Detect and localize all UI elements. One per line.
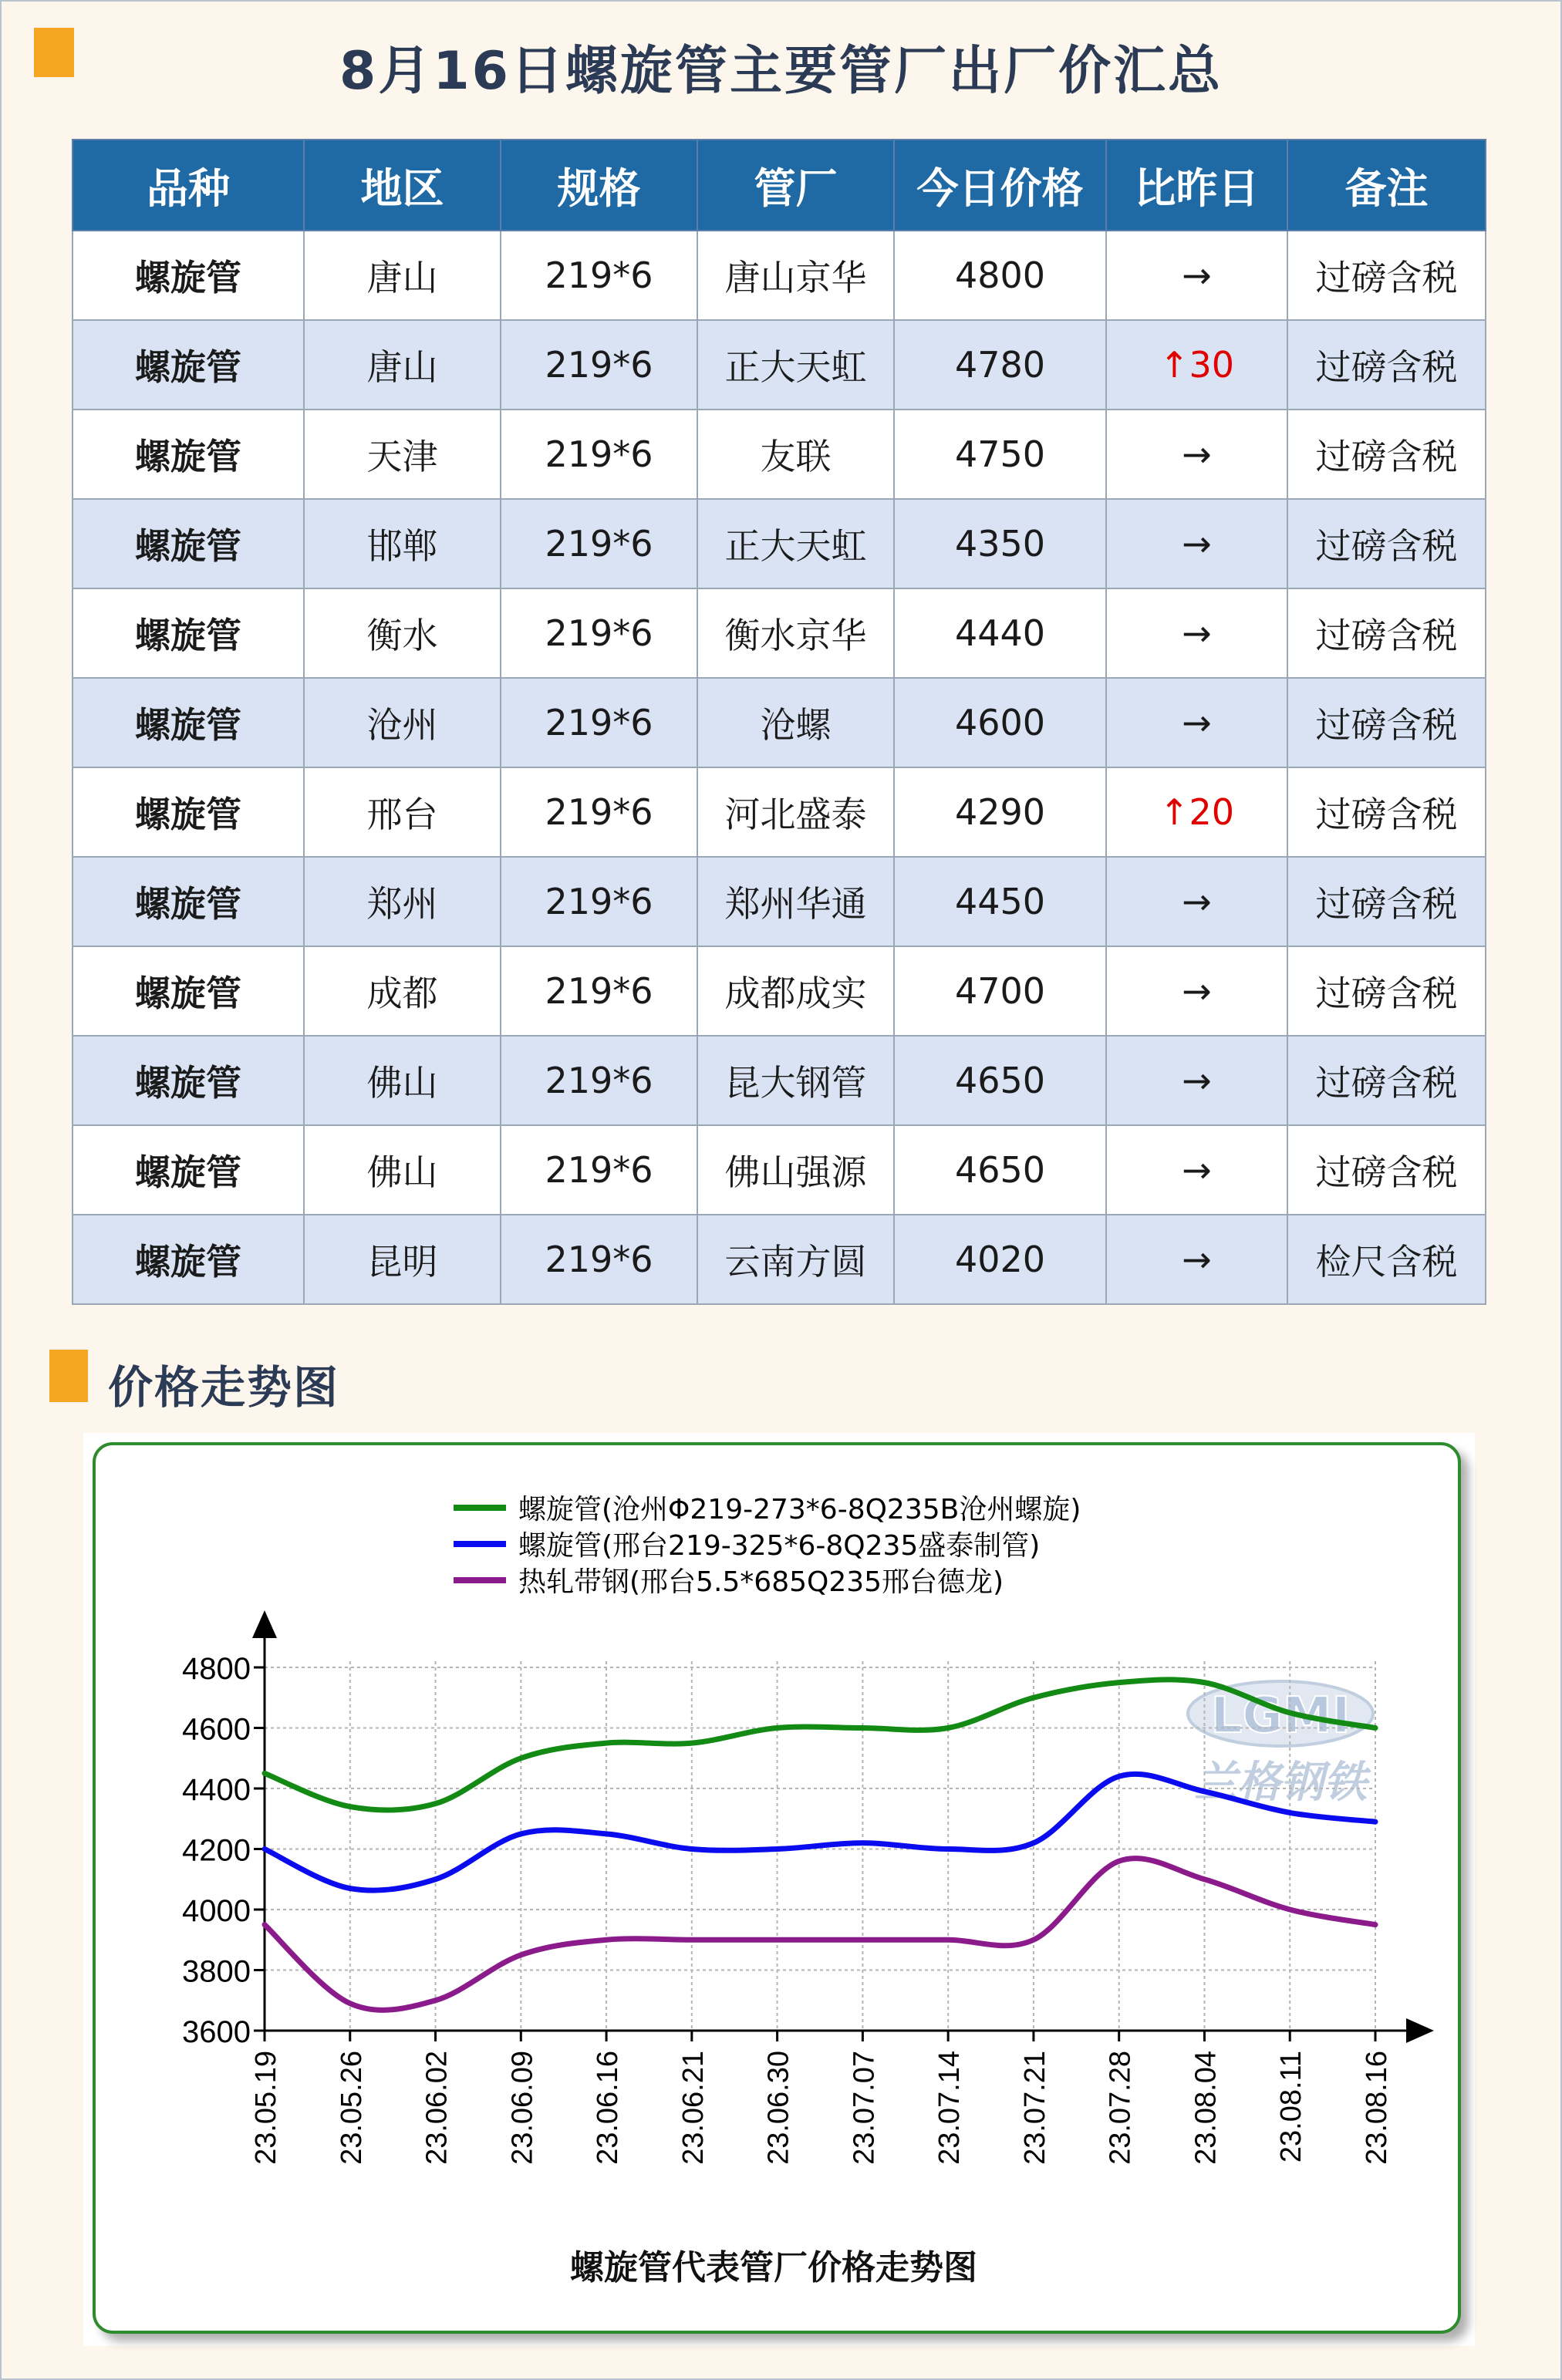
cell-region: 邯郸 xyxy=(304,499,501,588)
cell-variety: 螺旋管 xyxy=(73,1215,304,1304)
header-change: 比昨日 xyxy=(1106,140,1287,231)
cell-mill: 唐山京华 xyxy=(697,231,894,320)
cell-change: → xyxy=(1106,946,1287,1036)
header-variety: 品种 xyxy=(73,140,304,231)
cell-note: 过磅含税 xyxy=(1287,1036,1486,1125)
y-tick-label: 4400 xyxy=(182,1773,251,1807)
y-tick-label: 4200 xyxy=(182,1833,251,1868)
watermark-brand-text: 兰格钢铁 xyxy=(1194,1757,1367,1808)
cell-note: 过磅含税 xyxy=(1287,857,1486,946)
cell-mill: 佛山强源 xyxy=(697,1125,894,1215)
cell-price: 4750 xyxy=(894,410,1106,499)
x-tick-label: 23.07.07 xyxy=(848,2051,881,2165)
cell-spec: 219*6 xyxy=(501,946,697,1036)
cell-region: 佛山 xyxy=(304,1036,501,1125)
y-tick-label: 4000 xyxy=(182,1894,251,1928)
y-tick-labels xyxy=(182,1652,265,2049)
cell-note: 过磅含税 xyxy=(1287,588,1486,678)
cell-change: → xyxy=(1106,1125,1287,1215)
legend-label: 螺旋管(沧州Φ219-273*6-8Q235B沧州螺旋) xyxy=(518,1494,1081,1525)
cell-spec: 219*6 xyxy=(501,1125,697,1215)
cell-change: → xyxy=(1106,678,1287,767)
cell-spec: 219*6 xyxy=(501,410,697,499)
header-mill: 管厂 xyxy=(697,140,894,231)
cell-change: → xyxy=(1106,1036,1287,1125)
cell-variety: 螺旋管 xyxy=(73,1036,304,1125)
cell-spec: 219*6 xyxy=(501,767,697,857)
cell-price: 4650 xyxy=(894,1036,1106,1125)
y-axis-arrow xyxy=(252,1610,277,1638)
x-tick-label: 23.07.28 xyxy=(1104,2051,1137,2165)
x-tick-labels xyxy=(250,2031,1393,2165)
chart-axes xyxy=(252,1610,1434,2043)
y-tick-label: 3600 xyxy=(182,2015,251,2049)
cell-mill: 云南方圆 xyxy=(697,1215,894,1304)
cell-spec: 219*6 xyxy=(501,1215,697,1304)
cell-region: 郑州 xyxy=(304,857,501,946)
series-line-2 xyxy=(265,1774,1375,1890)
watermark-logo-text: LGMI xyxy=(1210,1687,1351,1745)
x-tick-label: 23.06.30 xyxy=(762,2051,795,2165)
cell-note: 过磅含税 xyxy=(1287,499,1486,588)
cell-region: 邢台 xyxy=(304,767,501,857)
cell-mill: 郑州华通 xyxy=(697,857,894,946)
cell-region: 成都 xyxy=(304,946,501,1036)
legend-label: 热轧带钢(邢台5.5*685Q235邢台德龙) xyxy=(518,1566,1004,1598)
x-tick-label: 23.08.11 xyxy=(1275,2051,1308,2163)
header-region: 地区 xyxy=(304,140,501,231)
cell-variety: 螺旋管 xyxy=(73,857,304,946)
cell-note: 过磅含税 xyxy=(1287,320,1486,410)
cell-region: 昆明 xyxy=(304,1215,501,1304)
cell-price: 4600 xyxy=(894,678,1106,767)
cell-note: 过磅含税 xyxy=(1287,678,1486,767)
header-note: 备注 xyxy=(1287,140,1486,231)
x-tick-label: 23.07.14 xyxy=(933,2051,967,2165)
cell-change: ↑20 xyxy=(1106,767,1287,857)
cell-note: 过磅含税 xyxy=(1287,946,1486,1036)
cell-note: 过磅含税 xyxy=(1287,410,1486,499)
cell-variety: 螺旋管 xyxy=(73,320,304,410)
chart-legend xyxy=(454,1494,1081,1598)
cell-variety: 螺旋管 xyxy=(73,410,304,499)
x-tick-label: 23.08.16 xyxy=(1361,2051,1393,2165)
cell-price: 4650 xyxy=(894,1125,1106,1215)
cell-variety: 螺旋管 xyxy=(73,499,304,588)
cell-region: 佛山 xyxy=(304,1125,501,1215)
y-tick-label: 3800 xyxy=(182,1954,251,1989)
x-tick-label: 23.05.19 xyxy=(250,2051,282,2165)
cell-price: 4780 xyxy=(894,320,1106,410)
x-tick-label: 23.07.21 xyxy=(1018,2051,1051,2165)
cell-spec: 219*6 xyxy=(501,231,697,320)
cell-change: → xyxy=(1106,857,1287,946)
cell-spec: 219*6 xyxy=(501,1036,697,1125)
chart-title: 螺旋管代表管厂价格走势图 xyxy=(570,2248,977,2287)
cell-change: ↑30 xyxy=(1106,320,1287,410)
cell-variety: 螺旋管 xyxy=(73,588,304,678)
cell-mill: 成都成实 xyxy=(697,946,894,1036)
x-tick-label: 23.06.02 xyxy=(420,2051,454,2165)
cell-change: → xyxy=(1106,499,1287,588)
cell-mill: 沧螺 xyxy=(697,678,894,767)
y-tick-label: 4600 xyxy=(182,1712,251,1747)
x-tick-label: 23.06.21 xyxy=(676,2051,710,2165)
cell-spec: 219*6 xyxy=(501,857,697,946)
y-tick-label: 4800 xyxy=(182,1652,251,1686)
cell-change: → xyxy=(1106,588,1287,678)
cell-price: 4290 xyxy=(894,767,1106,857)
section-title: 价格走势图 xyxy=(108,1361,340,1414)
cell-change: → xyxy=(1106,410,1287,499)
page-title: 8月16日螺旋管主要管厂出厂价汇总 xyxy=(339,41,1223,102)
cell-region: 天津 xyxy=(304,410,501,499)
cell-price: 4440 xyxy=(894,588,1106,678)
cell-price: 4020 xyxy=(894,1215,1106,1304)
cell-spec: 219*6 xyxy=(501,320,697,410)
cell-note: 过磅含税 xyxy=(1287,231,1486,320)
cell-change: → xyxy=(1106,1215,1287,1304)
cell-price: 4450 xyxy=(894,857,1106,946)
cell-mill: 衡水京华 xyxy=(697,588,894,678)
cell-variety: 螺旋管 xyxy=(73,767,304,857)
x-tick-label: 23.08.04 xyxy=(1189,2051,1223,2165)
cell-spec: 219*6 xyxy=(501,499,697,588)
cell-region: 唐山 xyxy=(304,320,501,410)
cell-price: 4350 xyxy=(894,499,1106,588)
cell-variety: 螺旋管 xyxy=(73,231,304,320)
cell-mill: 正大天虹 xyxy=(697,320,894,410)
cell-spec: 219*6 xyxy=(501,588,697,678)
cell-mill: 河北盛泰 xyxy=(697,767,894,857)
x-tick-label: 23.06.09 xyxy=(506,2051,539,2165)
cell-mill: 昆大钢管 xyxy=(697,1036,894,1125)
header-price: 今日价格 xyxy=(894,140,1106,231)
cell-region: 沧州 xyxy=(304,678,501,767)
cell-region: 唐山 xyxy=(304,231,501,320)
cell-region: 衡水 xyxy=(304,588,501,678)
cell-mill: 正大天虹 xyxy=(697,499,894,588)
cell-note: 过磅含税 xyxy=(1287,767,1486,857)
x-tick-label: 23.05.26 xyxy=(335,2051,368,2165)
cell-variety: 螺旋管 xyxy=(73,1125,304,1215)
cell-change: → xyxy=(1106,231,1287,320)
cell-spec: 219*6 xyxy=(501,678,697,767)
header-spec: 规格 xyxy=(501,140,697,231)
legend-label: 螺旋管(邢台219-325*6-8Q235盛泰制管) xyxy=(518,1530,1041,1562)
cell-mill: 友联 xyxy=(697,410,894,499)
cell-variety: 螺旋管 xyxy=(73,946,304,1036)
cell-price: 4800 xyxy=(894,231,1106,320)
cell-note: 过磅含税 xyxy=(1287,1125,1486,1215)
cell-price: 4700 xyxy=(894,946,1106,1036)
x-axis-arrow xyxy=(1406,2018,1434,2043)
cell-note: 检尺含税 xyxy=(1287,1215,1486,1304)
x-tick-label: 23.06.16 xyxy=(592,2051,625,2165)
cell-variety: 螺旋管 xyxy=(73,678,304,767)
